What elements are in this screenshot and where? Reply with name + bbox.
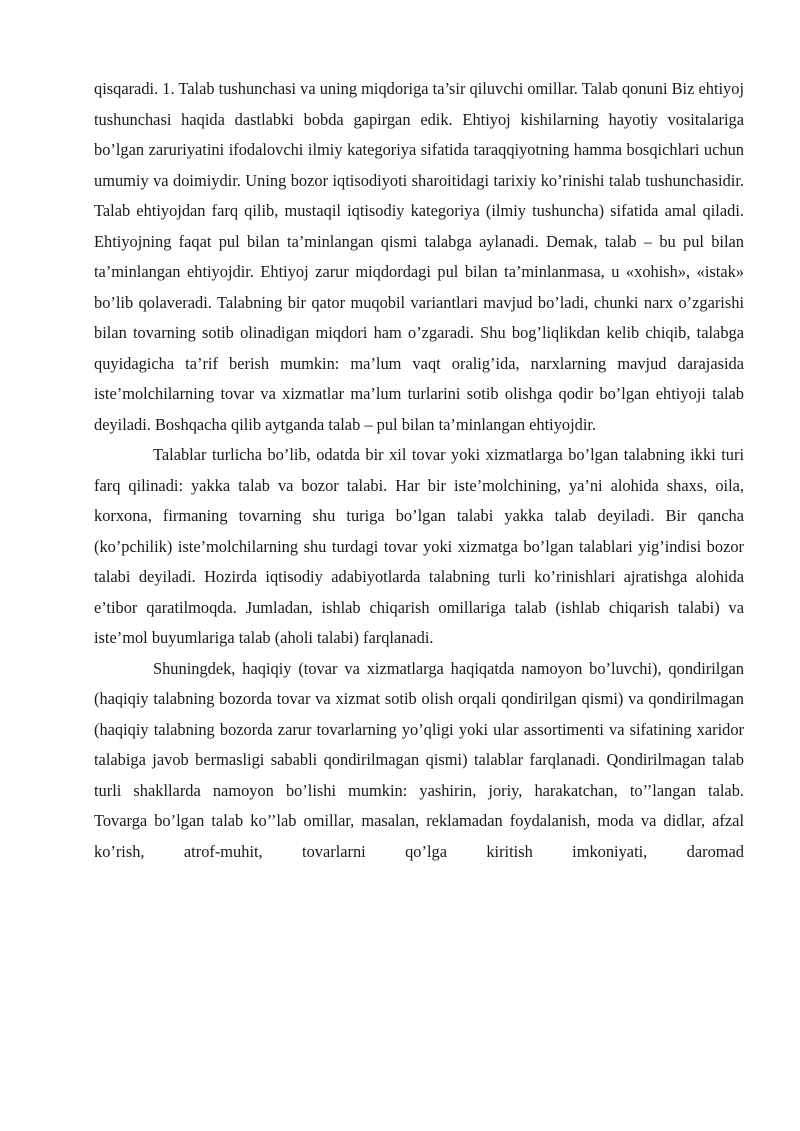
document-page <box>94 74 744 867</box>
paragraph-talab-tushunchasi: qisqaradi. 1. Talab tushunchasi va uning miqdoriga ta’sir qiluvchi omillar. Talab qonuni Biz ehtiyoj tushunchasi haqida dastlabki bobda gapirgan edik. Ehtiyoj kishilarning hayotiy vositalariga bo’lgan zaruriyatini ifodalovchi ilmiy kategoriya sifatida taraqqiyotning hamma bosqichlari uchun umumiy va doimiydir. Uning bozor iqtisodiyoti sharoitidagi tarixiy ko’rinishi talab tushunchasidir. Talab ehtiyojdan farq qilib, mustaqil iqtisodiy kategoriya (ilmiy tushuncha) sifatida amal qiladi. Ehtiyojning faqat pul bilan ta’minlangan qismi talabga aylanadi. Demak, talab – bu pul bilan ta’minlangan ehtiyojdir. Ehtiyoj zarur miqdordagi pul bilan ta’minlanmasa, u «xohish», «istak» bo’lib qolaveradi. Talabning bir qator muqobil variantlari mavjud bo’ladi, chunki narx o’zgarishi bilan tovarning sotib olinadigan miqdori ham o’zgaradi. Shu bog’liqlikdan kelib chiqib, talabga quyidagicha ta’rif berish mumkin: ma’lum vaqt oralig’ida, narxlarning mavjud darajasida iste’molchilarning tovar va xizmatlar ma’lum turlarini sotib olishga qodir bo’lgan ehtiyoji talab deyiladi. Boshqacha qilib aytganda talab – pul bilan ta’minlangan ehtiyojdir. <box>94 79 744 434</box>
paragraph-talab-turlari: Talablar turlicha bo’lib, odatda bir xil tovar yoki xizmatlarga bo’lgan talabning ikki turi farq qilinadi: yakka talab va bozor talabi. Har bir iste’molchining, ya’ni alohida shaxs, oila, korxona, firmaning tovarning shu turiga bo’lgan talabi yakka talab deyiladi. Bir qancha (ko’pchilik) iste’molchilarning shu turdagi tovar yoki xizmatga bo’lgan talablari yig’indisi bozor talabi deyiladi. Hozirda iqtisodiy adabiyotlarda talabning turli ko’rinishlari ajratishga alohida e’tibor qaratilmoqda. Jumladan, ishlab chiqarish omillariga talab (ishlab chiqarish talabi) va iste’mol buyumlariga talab (aholi talabi) farqlanadi. <box>94 445 744 647</box>
paragraph-talab-omillari: Tovarga bo’lgan talab ko’’lab omillar, masalan, reklamadan foydalanish, moda va didlar, afzal ko’rish, atrof-muhit, tovarlarni qo’lga kiritish imkoniyati, daromad <box>94 811 744 861</box>
paragraph-qondirilmagan-talab: Shuningdek, haqiqiy (tovar va xizmatlarga haqiqatda namoyon bo’luvchi), qondirilgan (haqiqiy talabning bozorda tovar va xizmat sotib olish orqali qondirilgan qismi) va qondirilmagan (haqiqiy talabning bozorda zarur tovarlarning yo’qligi yoki ular assortimenti va sifatining xaridor talabiga javob bermasligi sababli qondirilmagan qismi) talablar farqlanadi. Qondirilmagan talab turli shakllarda namoyon bo’lishi mumkin: yashirin, joriy, harakatchan, to’’langan talab. <box>94 658 744 800</box>
